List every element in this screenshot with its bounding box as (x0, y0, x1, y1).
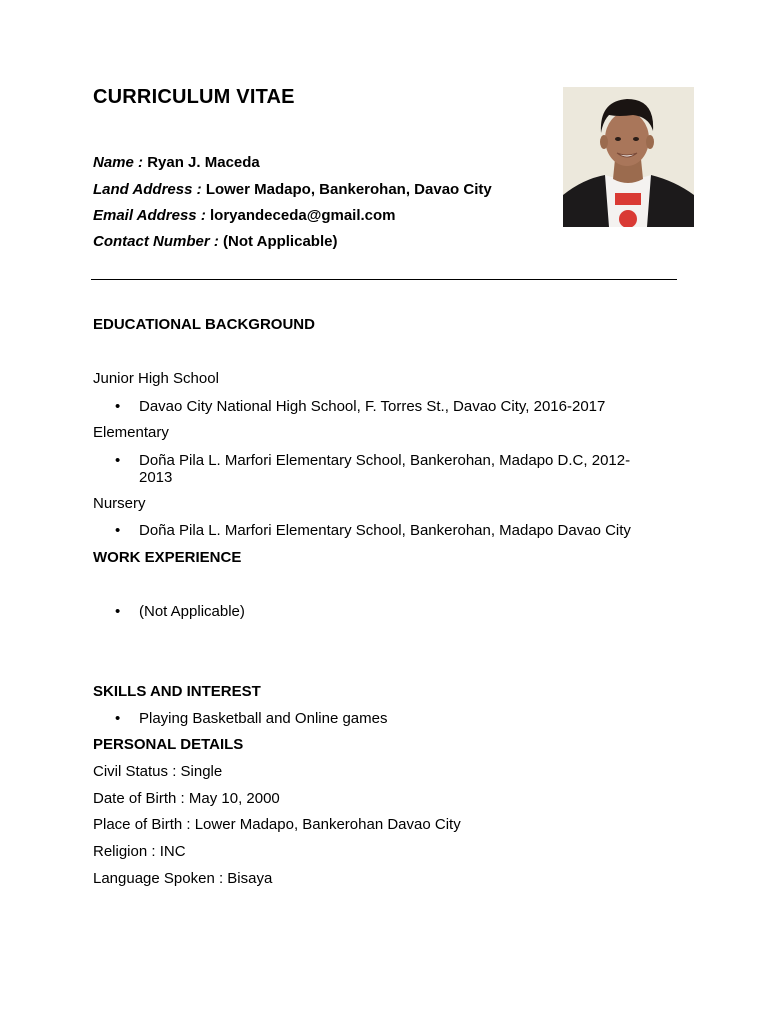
work-experience-heading: WORK EXPERIENCE (93, 549, 242, 566)
address-value: Lower Madapo, Bankerohan, Davao City (205, 181, 492, 198)
name-line (93, 154, 260, 171)
person-photo-icon (563, 87, 694, 227)
section-divider (91, 279, 677, 280)
education-school-junior-high: Davao City National High School, F. Torres St., Davao City, 2016-2017 (139, 398, 606, 415)
contact-number-line (93, 233, 337, 250)
address-line (93, 181, 492, 198)
email-label: Email Address : (93, 207, 206, 224)
personal-details-heading: PERSONAL DETAILS (93, 736, 244, 753)
bullet-icon: • (115, 452, 121, 469)
education-heading: EDUCATIONAL BACKGROUND (93, 316, 315, 333)
civil-status: Civil Status : Single (93, 763, 223, 780)
skills-item: Playing Basketball and Online games (139, 710, 388, 727)
education-level-nursery: Nursery (93, 495, 146, 512)
education-level-elementary: Elementary (93, 424, 169, 441)
education-level-junior-high: Junior High School (93, 370, 219, 387)
bullet-icon: • (115, 398, 121, 415)
date-of-birth: Date of Birth : May 10, 2000 (93, 790, 280, 807)
place-of-birth: Place of Birth : Lower Madapo, Bankerohan Davao City (93, 816, 461, 833)
name-label: Name : (93, 154, 144, 171)
bullet-icon: • (115, 710, 121, 727)
work-experience-item: (Not Applicable) (139, 603, 245, 620)
name-value: Ryan J. Maceda (147, 154, 260, 171)
religion: Religion : INC (93, 843, 186, 860)
contact-number-value: (Not Applicable) (223, 233, 338, 250)
language-spoken: Language Spoken : Bisaya (93, 870, 273, 887)
skills-heading: SKILLS AND INTEREST (93, 683, 261, 700)
profile-photo (563, 87, 694, 227)
email-value: loryandeceda@gmail.com (210, 207, 396, 224)
document-title: CURRICULUM VITAE (93, 86, 295, 108)
education-school-elementary (139, 452, 630, 486)
education-school-elementary-line1: Doña Pila L. Marfori Elementary School, Bankerohan, Madapo D.C, 2012- (139, 452, 631, 469)
bullet-icon: • (115, 522, 121, 539)
email-line (93, 207, 396, 224)
address-label: Land Address : (93, 181, 202, 198)
bullet-icon: • (115, 603, 121, 620)
education-school-elementary-line2: 2013 (139, 469, 173, 486)
contact-number-label: Contact Number : (93, 233, 219, 250)
education-school-nursery: Doña Pila L. Marfori Elementary School, Bankerohan, Madapo Davao City (139, 522, 631, 539)
